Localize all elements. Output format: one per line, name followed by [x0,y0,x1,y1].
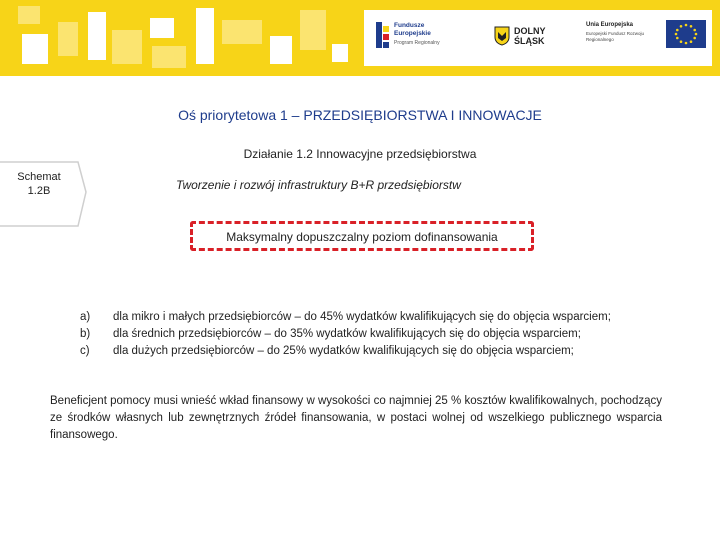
scheme-label-line1: Schemat [17,171,61,183]
list-item-text: dla średnich przedsiębiorców – do 35% wydatków kwalifikujących się do objęcia wsparciem; [113,328,581,340]
fundusze-europejskie-logo [374,18,454,58]
eu-title: Unia Europejska [586,22,634,28]
list-item [80,326,662,343]
eu-logo [586,20,706,56]
decor-shape [88,12,106,60]
action-subtitle: Działanie 1.2 Innowacyjne przedsiębiorstwa [243,147,477,161]
list-marker: a) [80,311,91,323]
decor-shape [112,30,142,64]
decor-shape [196,8,214,64]
decor-shape [150,18,174,38]
list-item-text: dla mikro i małych przedsiębiorców – do 45% wydatków kwalifikujących się do objęcia wsparciem; [113,311,611,323]
decor-shape [222,20,262,44]
decor-shape [332,44,348,62]
decor-shape [300,10,326,50]
logos-strip [364,10,712,66]
beneficiary-paragraph: Beneficjent pomocy musi wnieść wkład finansowy w wysokości co najmniej 25 % kosztów kwalifikowalnych, pochodzący ze środków własnych lub zewnętrznych źródeł finansowania, w postaci wolnej od wszelkiego publicznego wsparcia finansowego. [50,395,662,441]
decor-shape [152,46,186,68]
ds-line2: ŚLĄSK [514,36,545,46]
dolny-slask-logo [494,26,564,54]
list-marker: b) [80,328,91,340]
funding-levels-list [80,309,662,360]
list-item-text: dla dużych przedsiębiorców – do 25% wydatków kwalifikujących się do objęcia wsparciem; [113,345,574,357]
decor-shape [22,34,48,64]
list-marker: c) [80,345,90,357]
fe-line3: Program Regionalny [394,40,440,46]
eu-subtitle: Europejski Fundusz Rozwoju Regionalnego [586,31,645,42]
ds-line1: DOLNY [514,26,546,36]
eagle-shield-icon [494,26,510,46]
list-item [80,343,662,360]
header-band [0,0,720,76]
fe-line2: Europejskie [394,30,431,37]
decor-shape [58,22,78,56]
scheme-label [0,170,78,198]
max-funding-box: Maksymalny dopuszczalny poziom dofinansowania [190,221,534,251]
decor-shape [18,6,40,24]
page-title: Oś priorytetowa 1 – PRZEDSIĘBIORSTWA I INNOWACJE [178,107,542,123]
scheme-badge [0,160,88,228]
decor-shape [270,36,292,64]
list-item [80,309,662,326]
scheme-description: Tworzenie i rozwój infrastruktury B+R przedsiębiorstw [176,178,461,192]
fe-stars-icon [374,20,392,50]
fe-line1: Fundusze [394,22,425,29]
eu-flag-icon [666,20,706,48]
scheme-label-line2: 1.2B [27,185,51,197]
